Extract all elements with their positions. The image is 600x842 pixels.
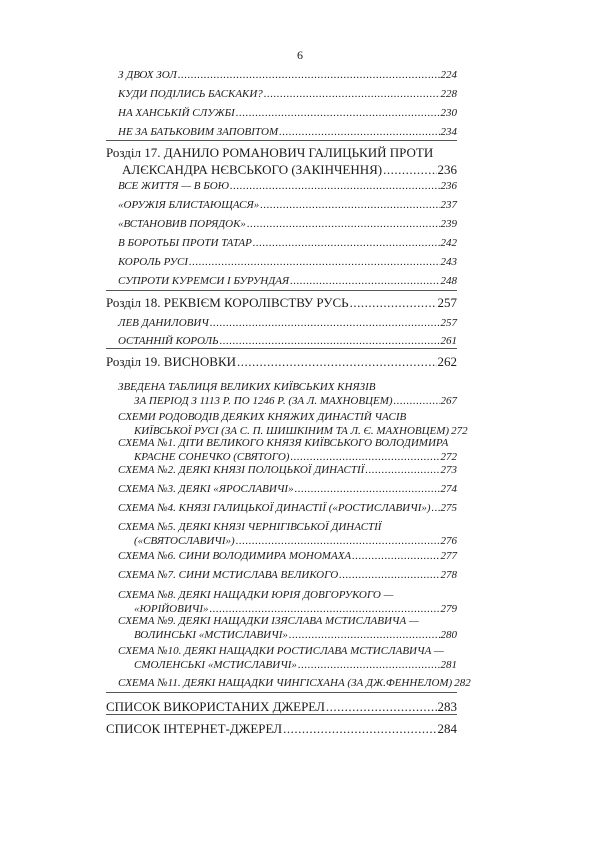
toc-page-number: 243 <box>440 256 457 268</box>
toc-entry-title: КУДИ ПОДІЛИСЬ БАСКАКИ? <box>118 88 263 100</box>
toc-subentry <box>118 236 457 250</box>
toc-page-number: 275 <box>440 502 457 514</box>
toc-chapter-entry <box>106 720 457 737</box>
toc-entry-title: СХЕМА №8. ДЕЯКІ НАЩАДКИ ЮРІЯ ДОВГОРУКОГО — <box>118 589 394 601</box>
dot-leader <box>253 236 440 250</box>
dot-leader <box>290 450 439 464</box>
dot-leader <box>210 316 440 330</box>
dot-leader <box>236 534 440 548</box>
toc-subentry <box>118 198 457 212</box>
toc-page-number: 279 <box>440 603 457 615</box>
dot-leader <box>289 628 440 642</box>
toc-subentry <box>118 482 457 496</box>
toc-subentry <box>118 87 457 101</box>
dot-leader <box>283 720 436 737</box>
dot-leader <box>260 198 439 212</box>
toc-entry-title: В БОРОТЬБІ ПРОТИ ТАТАР <box>118 237 252 249</box>
dot-leader <box>339 568 439 582</box>
toc-subentry <box>118 644 457 672</box>
toc-page-number: 283 <box>437 699 457 714</box>
dot-leader <box>230 179 439 193</box>
dot-leader <box>298 658 440 672</box>
toc-entry-title: ЛЕВ ДАНИЛОВИЧ <box>118 317 209 329</box>
toc-page-number: 282 <box>454 677 471 689</box>
toc-entry-title: АЛЄКСАНДРА НЄВСЬКОГО (ЗАКІНЧЕННЯ) <box>122 162 383 177</box>
dot-leader <box>326 698 437 715</box>
section-divider <box>106 714 457 715</box>
toc-subentry <box>118 255 457 269</box>
toc-entry-title: СХЕМА №11. ДЕЯКІ НАЩАДКИ ЧИНГІСХАНА (ЗА ДЖ.ФЕННЕЛОМ) <box>118 677 453 689</box>
page-number: 6 <box>297 48 303 62</box>
dot-leader <box>295 482 440 496</box>
toc-entry-title: КОРОЛЬ РУСІ <box>118 256 189 268</box>
toc-chapter-entry <box>106 144 457 178</box>
dot-leader <box>237 353 436 370</box>
toc-page-number: 273 <box>440 464 457 476</box>
toc-page-number: 248 <box>440 275 457 287</box>
toc-subentry <box>118 501 457 515</box>
toc-subentry <box>118 179 457 193</box>
toc-entry-title: ВСЕ ЖИТТЯ — В БОЮ <box>118 180 230 192</box>
dot-leader <box>290 274 439 288</box>
toc-page-number: 262 <box>437 354 457 369</box>
toc-subentry <box>118 106 457 120</box>
toc-subentry <box>118 410 468 438</box>
toc-page-number: 272 <box>451 425 468 437</box>
toc-entry-title: КРАСНЕ СОНЕЧКО (СВЯТОГО) <box>134 451 290 463</box>
toc-page-number: 274 <box>440 483 457 495</box>
toc-entry-title: СХЕМА №9. ДЕЯКІ НАЩАДКИ ІЗЯСЛАВА МСТИСЛАВИЧА — <box>118 615 419 627</box>
toc-entry-title: СПИСОК ІНТЕРНЕТ-ДЖЕРЕЛ <box>106 721 283 736</box>
toc-subentry <box>118 334 457 348</box>
dot-leader <box>383 161 436 178</box>
toc-page-number: 224 <box>440 69 457 81</box>
toc-subentry <box>118 520 457 548</box>
toc-entry-title: СХЕМА №5. ДЕЯКІ КНЯЗІ ЧЕРНІГІВСЬКОЇ ДИНАСТІЇ <box>118 521 382 533</box>
toc-subentry <box>118 274 457 288</box>
toc-subentry <box>118 380 457 408</box>
dot-leader <box>432 501 440 515</box>
toc-page-number: 272 <box>440 451 457 463</box>
toc-entry-title: («СВЯТОСЛАВИЧІ») <box>134 535 235 547</box>
dot-leader <box>350 294 437 311</box>
toc-subentry <box>118 125 457 139</box>
toc-page-number: 242 <box>440 237 457 249</box>
toc-page-number: 284 <box>437 721 457 736</box>
toc-page-number: 281 <box>440 659 457 671</box>
toc-chapter-entry <box>106 294 457 311</box>
dot-leader <box>352 549 439 563</box>
section-divider <box>106 140 457 141</box>
toc-entry-title: Розділ 18. РЕКВІЄМ КОРОЛІВСТВУ РУСЬ <box>106 295 349 310</box>
dot-leader <box>236 106 440 120</box>
toc-page-number: 276 <box>440 535 457 547</box>
toc-subentry <box>118 68 457 82</box>
toc-entry-title: З ДВОХ ЗОЛ <box>118 69 177 81</box>
toc-subentry <box>118 463 457 477</box>
toc-page-number: 239 <box>440 218 457 230</box>
dot-leader <box>365 463 439 477</box>
toc-entry-title: «ВСТАНОВИВ ПОРЯДОК» <box>118 218 246 230</box>
dot-leader <box>247 217 440 231</box>
toc-page-number: 257 <box>437 295 457 310</box>
toc-page-number: 236 <box>440 180 457 192</box>
toc-entry-title: «ОРУЖІЯ БЛИСТАЮЩАСЯ» <box>118 199 260 211</box>
toc-page-number: 277 <box>440 550 457 562</box>
toc-entry-title: СХЕМИ РОДОВОДІВ ДЕЯКИХ КНЯЖИХ ДИНАСТІЙ ЧАСІВ <box>118 411 407 423</box>
dot-leader <box>178 68 440 82</box>
toc-subentry <box>118 436 457 464</box>
toc-page-number: 278 <box>440 569 457 581</box>
toc-entry-title: НЕ ЗА БАТЬКОВИМ ЗАПОВІТОМ <box>118 126 279 138</box>
toc-page-number: 261 <box>440 335 457 347</box>
section-divider <box>106 692 457 693</box>
toc-entry-title: НА ХАНСЬКІЙ СЛУЖБІ <box>118 107 235 119</box>
toc-entry-title: Розділ 17. ДАНИЛО РОМАНОВИЧ ГАЛИЦЬКИЙ ПРОТИ <box>106 145 434 160</box>
toc-subentry <box>118 217 457 231</box>
toc-entry-title: ВОЛИНСЬКІ «МСТИСЛАВИЧІ» <box>134 629 288 641</box>
toc-subentry <box>118 676 471 690</box>
toc-entry-title: СХЕМА №4. КНЯЗІ ГАЛИЦЬКОЇ ДИНАСТІЇ («РОСТИСЛАВИЧІ») <box>118 502 431 514</box>
toc-subentry <box>118 614 457 642</box>
toc-page-number: 228 <box>440 88 457 100</box>
dot-leader <box>394 394 440 408</box>
toc-entry-title: СХЕМА №3. ДЕЯКІ «ЯРОСЛАВИЧІ» <box>118 483 294 495</box>
toc-chapter-entry <box>106 698 457 715</box>
toc-entry-title: СХЕМА №1. ДІТИ ВЕЛИКОГО КНЯЗЯ КИЇВСЬКОГО ВОЛОДИМИРА <box>118 437 449 449</box>
toc-subentry <box>118 549 457 563</box>
section-divider <box>106 290 457 291</box>
toc-entry-title: СХЕМА №2. ДЕЯКІ КНЯЗІ ПОЛОЦЬКОЇ ДИНАСТІЇ <box>118 464 365 476</box>
toc-entry-title: СУПРОТИ КУРЕМСИ І БУРУНДАЯ <box>118 275 290 287</box>
toc-entry-title: СМОЛЕНСЬКІ «МСТИСЛАВИЧІ» <box>134 659 297 671</box>
toc-entry-title: ОСТАННІЙ КОРОЛЬ <box>118 335 219 347</box>
toc-entry-title: СХЕМА №6. СИНИ ВОЛОДИМИРА МОНОМАХА <box>118 550 352 562</box>
toc-entry-title: КИЇВСЬКОЇ РУСІ (ЗА С. П. ШИШКІНИМ ТА Л. Є. МАХНОВЦЕМ) <box>134 425 450 437</box>
toc-page-number: 237 <box>440 199 457 211</box>
toc-entry-title: «ЮРІЙОВИЧІ» <box>134 603 209 615</box>
dot-leader <box>264 87 440 101</box>
dot-leader <box>220 334 440 348</box>
toc-page-number: 236 <box>437 162 457 177</box>
toc-subentry <box>118 588 457 616</box>
toc-entry-title: СХЕМА №10. ДЕЯКІ НАЩАДКИ РОСТИСЛАВА МСТИСЛАВИЧА — <box>118 645 444 657</box>
toc-entry-title: СХЕМА №7. СИНИ МСТИСЛАВА ВЕЛИКОГО <box>118 569 339 581</box>
toc-subentry <box>118 316 457 330</box>
toc-page-number: 280 <box>440 629 457 641</box>
toc-page-number: 267 <box>440 395 457 407</box>
toc-subentry <box>118 568 457 582</box>
dot-leader <box>189 255 439 269</box>
section-divider <box>106 348 457 349</box>
toc-page-number: 234 <box>440 126 457 138</box>
dot-leader <box>279 125 439 139</box>
toc-entry-title: ЗВЕДЕНА ТАБЛИЦЯ ВЕЛИКИХ КИЇВСЬКИХ КНЯЗІВ <box>118 381 376 393</box>
toc-entry-title: ЗА ПЕРІОД З 1113 Р. ПО 1246 Р. (ЗА Л. МАХНОВЦЕМ) <box>134 395 393 407</box>
toc-entry-title: СПИСОК ВИКОРИСТАНИХ ДЖЕРЕЛ <box>106 699 325 714</box>
toc-page-number: 230 <box>440 107 457 119</box>
toc-chapter-entry <box>106 353 457 370</box>
toc-entry-title: Розділ 19. ВИСНОВКИ <box>106 354 237 369</box>
toc-page-number: 257 <box>440 317 457 329</box>
